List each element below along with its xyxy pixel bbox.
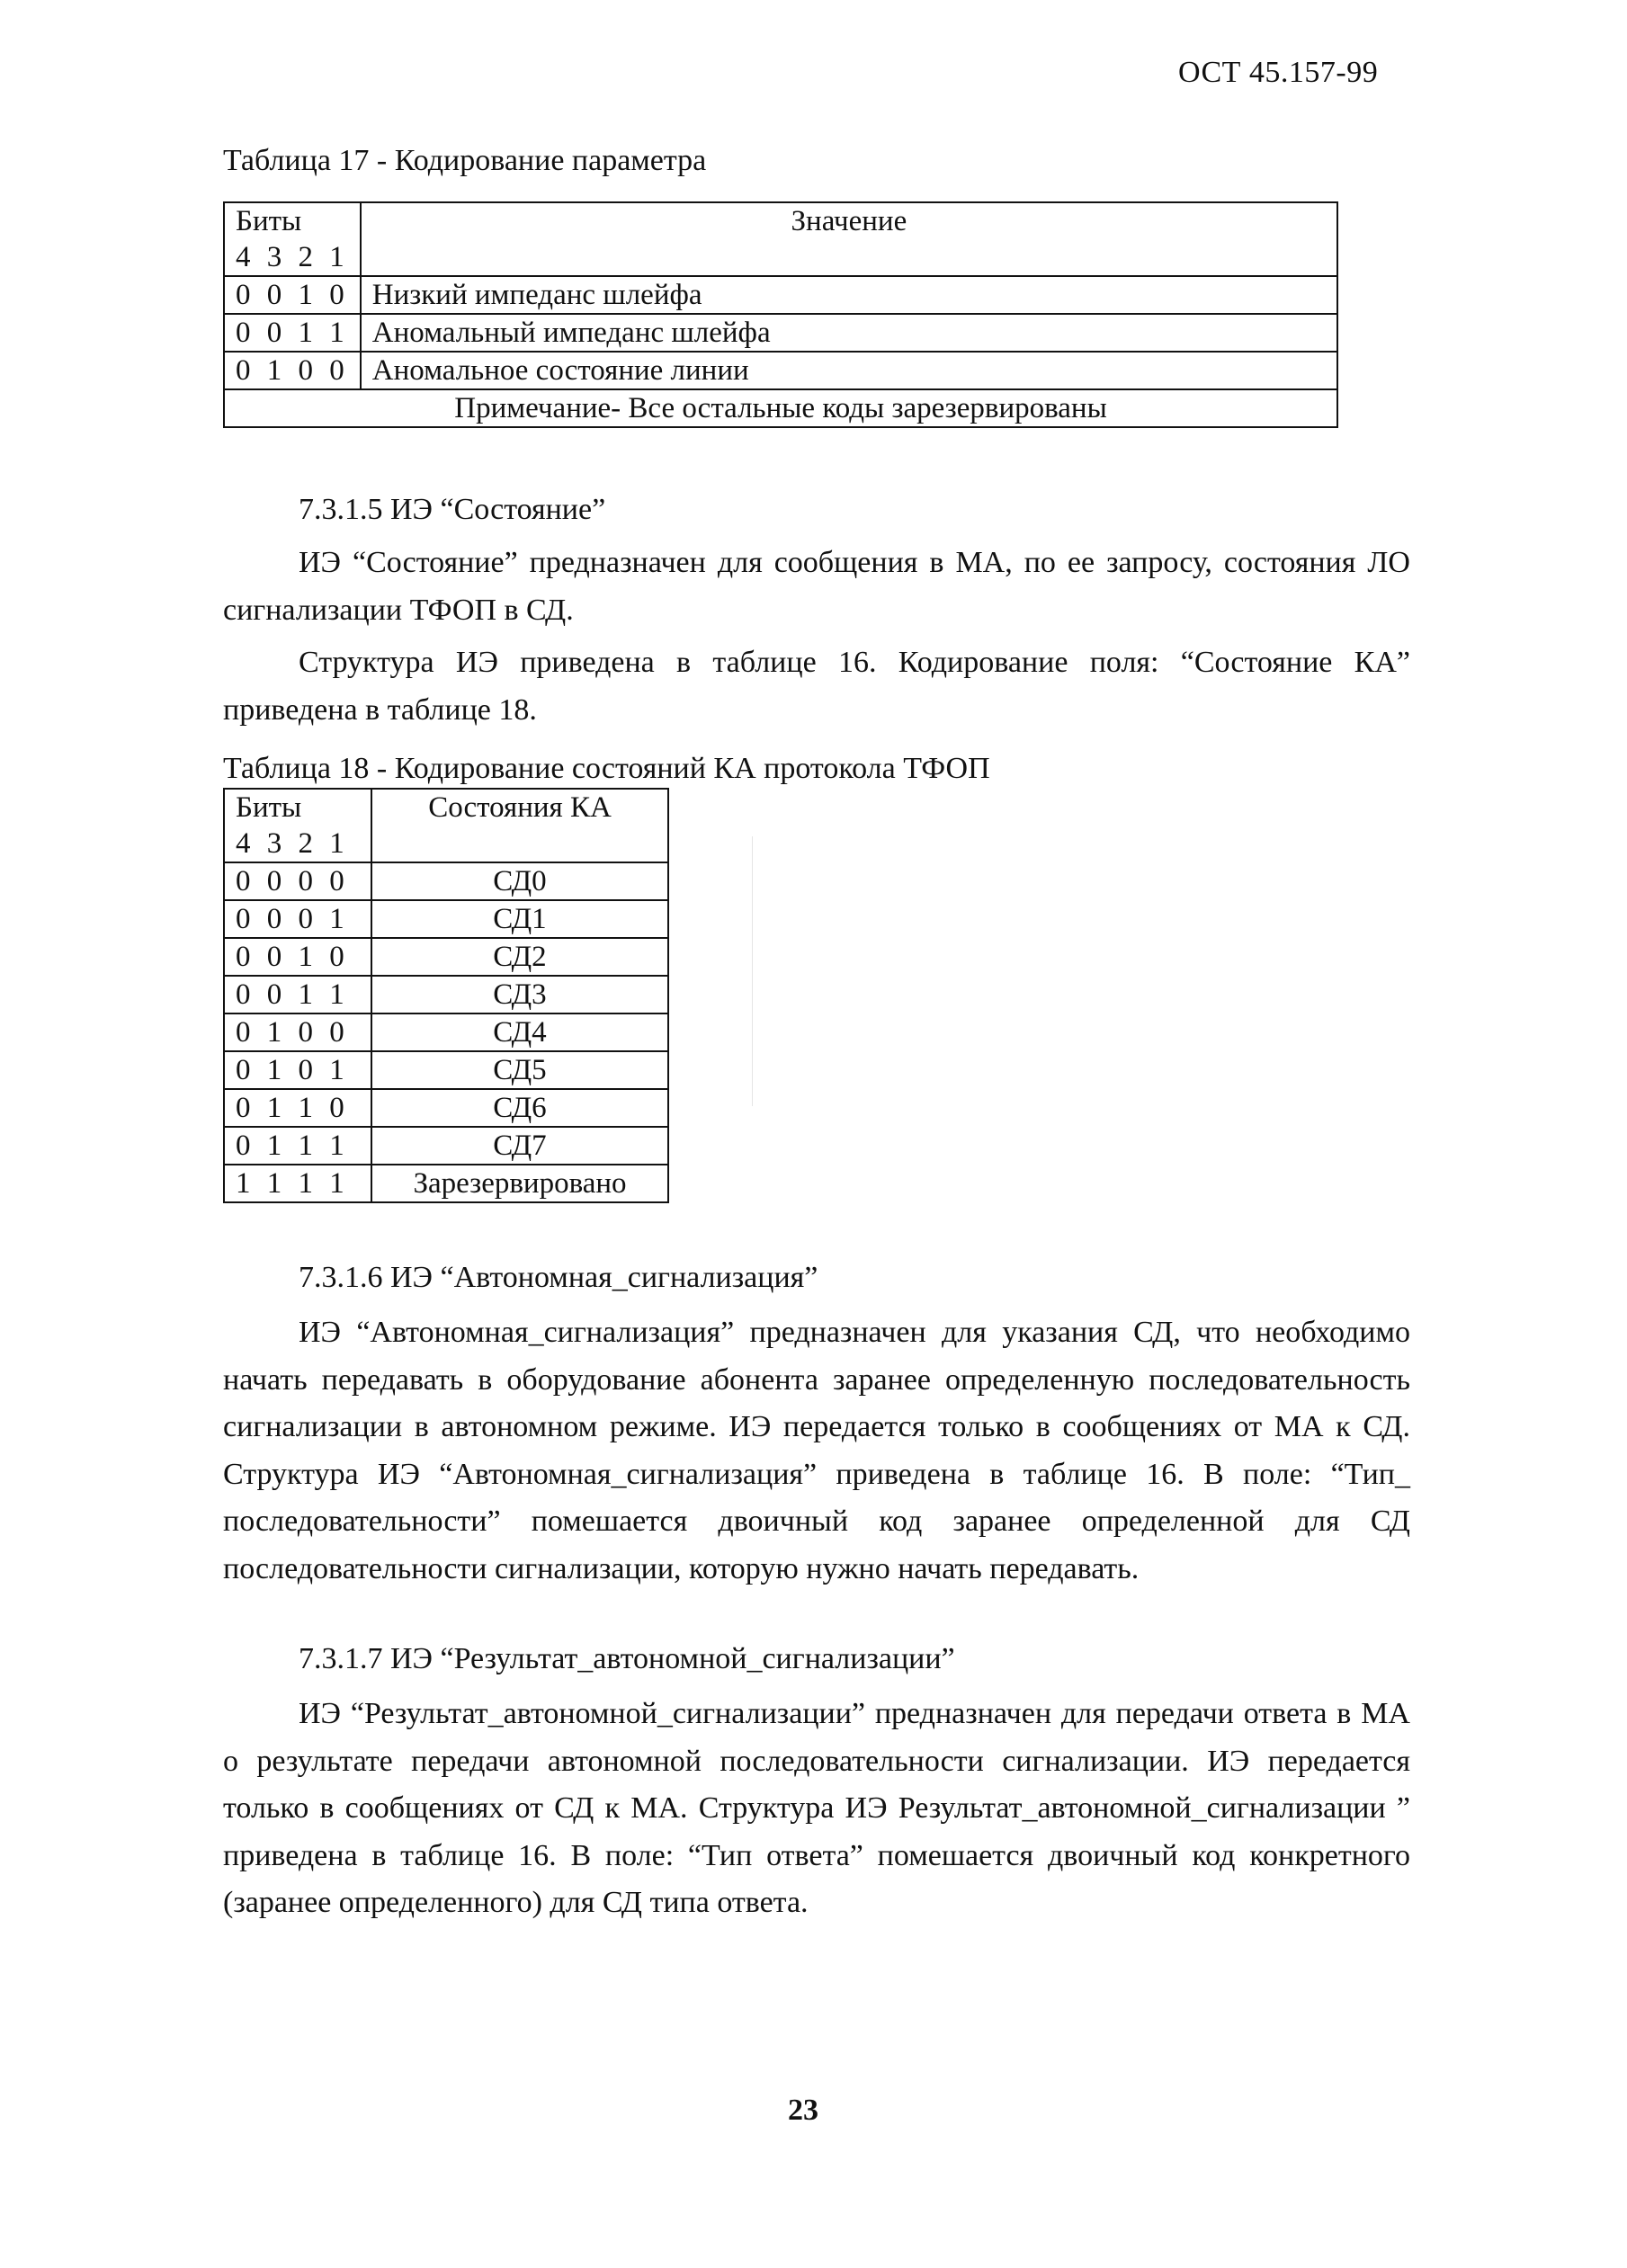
- table17-bits-cell: 0 1 0 0: [224, 352, 361, 389]
- page-number: 23: [788, 2094, 818, 2127]
- table-row: [224, 1089, 668, 1127]
- table17-header-bits-label: Биты: [236, 205, 302, 237]
- table18-state-cell: СД7: [371, 1127, 668, 1165]
- section-7315-heading: 7.3.1.5 ИЭ “Состояние”: [299, 493, 606, 526]
- section-7317-paragraph-1: ИЭ “Результат_автономной_сигнализации” предназначен для передачи ответа в МА о результате передачи автономной последовательности сигнализации. ИЭ передается только в сообщениях от СД к МА. Структура ИЭ Результат_автономной_сигнализации ” приведена в таблице 16. В поле: “Тип ответа” помешается двоичный код конкретного (заранее определенного) для СД типа ответа.: [223, 1697, 1410, 1919]
- table17: [223, 201, 1338, 428]
- section-7316-paragraph-1: ИЭ “Автономная_сигнализация” предназначен для указания СД, что необходимо начать передавать в оборудование абонента заранее определенную последовательность сигнализации в автономном режиме. ИЭ передается только в сообщениях от МА к СД. Структура ИЭ “Автономная_сигнализация” приведена в таблице 16. В поле: “Тип_ последовательности” помешается двоичный код заранее определенной для СД последовательности сигнализации, которую нужно начать передавать.: [223, 1316, 1410, 1585]
- table18-bits-cell: 0 1 0 0: [224, 1013, 371, 1051]
- section-7316-heading: 7.3.1.6 ИЭ “Автономная_сигнализация”: [299, 1261, 818, 1294]
- table17-value-cell: Низкий импеданс шлейфа: [361, 276, 1337, 314]
- table18-state-cell: СД0: [371, 862, 668, 900]
- table18-state-cell: СД5: [371, 1051, 668, 1089]
- table17-bits-cell: 0 0 1 0: [224, 276, 361, 314]
- table18-header-state: Состояния КА: [371, 789, 668, 862]
- document-code: ОСТ 45.157-99: [1178, 56, 1379, 89]
- table17-header-bits: [224, 202, 361, 276]
- table18-bits-cell: 0 0 1 1: [224, 976, 371, 1013]
- table18-state-cell: СД6: [371, 1089, 668, 1127]
- table18-bits-cell: 0 0 1 0: [224, 938, 371, 976]
- table-row: [224, 314, 1337, 352]
- table17-bits-cell: 0 0 1 1: [224, 314, 361, 352]
- table17-header-row: [224, 202, 1337, 276]
- table18-state-cell: Зарезервировано: [371, 1165, 668, 1202]
- table18-state-cell: СД3: [371, 976, 668, 1013]
- scan-artifact-line: [752, 836, 753, 1106]
- table-row: [224, 976, 668, 1013]
- table-row: [224, 862, 668, 900]
- table17-note-row: [224, 389, 1337, 427]
- table-row: [224, 1127, 668, 1165]
- table18-bits-cell: 0 1 1 1: [224, 1127, 371, 1165]
- section-7315-paragraph-2: Структура ИЭ приведена в таблице 16. Кодирование поля: “Состояние КА” приведена в таблице 18.: [223, 646, 1410, 727]
- table17-value-cell: Аномальный импеданс шлейфа: [361, 314, 1337, 352]
- section-7317-heading: 7.3.1.7 ИЭ “Результат_автономной_сигнализации”: [299, 1642, 955, 1675]
- section-7316-body: [223, 1309, 1410, 1593]
- table17-header-value: Значение: [361, 202, 1337, 276]
- table17-note: Примечание- Все остальные коды зарезервированы: [224, 389, 1337, 427]
- table-row: [224, 900, 668, 938]
- table18-header-bits-order: 4 3 2 1: [236, 827, 349, 860]
- table18-bits-cell: 0 1 0 1: [224, 1051, 371, 1089]
- table18-state-cell: СД4: [371, 1013, 668, 1051]
- table18-state-cell: СД2: [371, 938, 668, 976]
- table18-header-bits-label: Биты: [236, 791, 302, 824]
- table18-header-row: [224, 789, 668, 862]
- table18-bits-cell: 1 1 1 1: [224, 1165, 371, 1202]
- table-row: [224, 938, 668, 976]
- table18-bits-cell: 0 0 0 1: [224, 900, 371, 938]
- table18-state-cell: СД1: [371, 900, 668, 938]
- table18: [223, 788, 669, 1203]
- table17-caption: Таблица 17 - Кодирование параметра: [223, 144, 707, 177]
- table-row: [224, 1165, 668, 1202]
- section-7317-body: [223, 1691, 1410, 1927]
- table-row: [224, 276, 1337, 314]
- table-row: [224, 352, 1337, 389]
- table-row: [224, 1051, 668, 1089]
- table18-caption: Таблица 18 - Кодирование состояний КА протокола ТФОП: [223, 752, 990, 785]
- section-7315-body: [223, 540, 1410, 734]
- table17-value-cell: Аномальное состояние линии: [361, 352, 1337, 389]
- table17-header-bits-order: 4 3 2 1: [236, 241, 349, 273]
- table18-header-bits: [224, 789, 371, 862]
- table18-bits-cell: 0 1 1 0: [224, 1089, 371, 1127]
- section-7315-paragraph-1: ИЭ “Состояние” предназначен для сообщения в МА, по ее запросу, состояния ЛО сигнализации ТФОП в СД.: [223, 546, 1410, 627]
- table-row: [224, 1013, 668, 1051]
- table18-bits-cell: 0 0 0 0: [224, 862, 371, 900]
